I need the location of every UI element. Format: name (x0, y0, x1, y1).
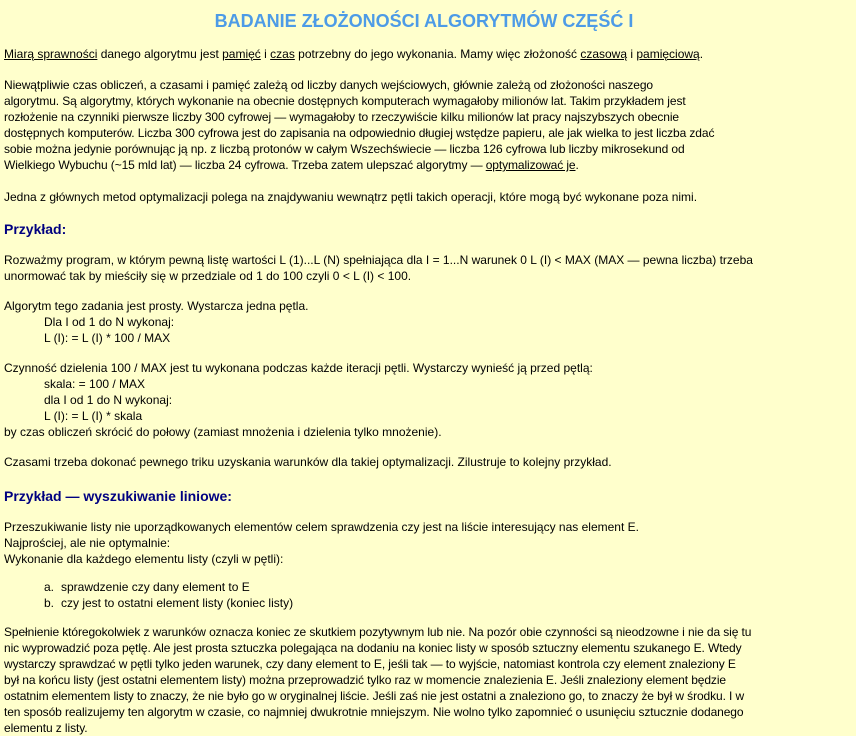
trick-paragraph: Czasami trzeba dokonać pewnego triku uzyskania warunków dla takiej optymalizacji. Zilustruje to kolejny przykład. (4, 455, 612, 469)
optimization-paragraph: Jedna z głównych metod optymalizacji polega na znajdywaniu wewnątrz pętli takich operacji, które mogą być wykonane poza nimi. (4, 190, 698, 204)
intro-paragraph: Miarą sprawności danego algorytmu jest pamięć i czas potrzebny do jego wykonania. Mamy więc złożoność czasową i pamięciową. (4, 47, 704, 61)
page-title: BADANIE ZŁOŻONOŚCI ALGORYTMÓW CZĘŚĆ I (214, 11, 634, 31)
code-line: L (I): = L (I) * 100 / MAX (44, 331, 171, 345)
linear-search-heading: Przykład — wyszukiwanie liniowe: (4, 488, 232, 504)
list-item: a. sprawdzenie czy dany element to E (44, 580, 250, 594)
list-item: b. czy jest to ostatni element listy (koniec listy) (44, 596, 294, 610)
search-paragraph: Przeszukiwanie listy nie uporządkowanych elementów celem sprawdzenia czy jest na liście interesujący nas element E. Najprościej, ale nie optymalnie: Wykonanie dla każdego elementu listy (czyli w pętli): (4, 520, 639, 566)
code-line: Dla I od 1 do N wykonaj: (44, 315, 175, 329)
division-paragraph: Czynność dzielenia 100 / MAX jest tu wykonana podczas każde iteracji pętli. Wystarczy wynieść ją przed pętlą: skala: = 100 / MAX dla I od 1 do N wykonaj: L (I): = L (I) * skala by czas obliczeń skrócić do połowy (zamiast mnożenia i dzielenia tylko mnożenie). (4, 361, 593, 439)
sentinel-paragraph: Spełnienie któregokolwiek z warunków oznacza koniec ze skutkiem pozytywnym lub nie. Na pozór obie czynności są nieodzowne i nie da się tu nic wyprowadzić poza pętlę. Ale jest prosta sztuczka polegająca na dodaniu na koniec listy w sposób sztuczny elementu szukanego E. Wtedy wystarczy sprawdzać w pętli tylko jeden warunek, czy dany element to E, jeśli tak — to wyjście, natomiast kontrola czy element znaleziony E był na końcu listy (jest ostatni elementem listy) można przeprowadzić tylko raz w momencie znalezienia E. Jeśli znaleziony element będzie ostatnim elementem listy to znaczy, że nie było go w oryginalnej liście. Jeśli zaś nie jest ostatni a znaleziono go, to znaczy że był w środku. I w ten sposób realizujemy ten algorytm w czasie, co najmniej dwukrotnie mniejszym. Nie wolno tylko zapomnieć o usunięciu sztucznie dodanego elementu z listy. (4, 625, 752, 735)
algorithm-paragraph: Algorytm tego zadania jest prosty. Wystarcza jedna pętla. Dla I od 1 do N wykonaj: L (I): = L (I) * 100 / MAX (4, 299, 309, 345)
complexity-paragraph: Niewątpliwie czas obliczeń, a czasami i pamięć zależą od liczby danych wejściowych, głównie zależą od złożoności naszego algorytmu. Są algorytmy, których wykonanie na obecnie dostępnych komputerach wymagałoby milionów lat. Takim przykładem jest rozłożenie na czynniki pierwsze liczby 300 cyfrowej — wymagałoby to rzeczywiście kilku milionów lat pracy najszybszych obecnie dostępnych komputerów. Liczba 300 cyfrowa jest do zapisania na odpowiednio długiej wstędze papieru, ale jak wielka to jest liczba zdać sobie można jedynie porównując ją np. z liczbą protonów w całym Wszechświecie — liczba 126 cyfrowa lub liczby mikrosekund od Wielkiego Wybuchu (~15 mld lat) — liczba 24 cyfrowa. Trzeba zatem ulepszać algorytmy — optymalizować je. (4, 78, 715, 172)
link-pamieciowa[interactable]: pamięciową (636, 47, 700, 61)
link-czasowa[interactable]: czasową (580, 47, 628, 61)
code-line: L (I): = L (I) * skala (44, 409, 143, 423)
link-optymalizowac[interactable]: optymalizować je (485, 158, 576, 172)
normalize-paragraph: Rozważmy program, w którym pewną listę wartości L (1)...L (N) spełniająca dla I = 1...N warunek 0 L (I) < MAX (MAX — pewna liczba) trzeba unormować tak by mieściły się w przedziale od 1 do 100 czyli 0 < L (I) < 100. (4, 253, 753, 283)
link-pamiec[interactable]: pamięć (222, 47, 261, 61)
example-heading: Przykład: (4, 221, 67, 237)
link-miara-sprawnosci[interactable]: Miarą sprawności (4, 47, 98, 61)
steps-list (4, 579, 844, 611)
link-czas[interactable]: czas (270, 47, 295, 61)
code-line: dla I od 1 do N wykonaj: (44, 393, 173, 407)
code-line: skala: = 100 / MAX (44, 377, 146, 391)
